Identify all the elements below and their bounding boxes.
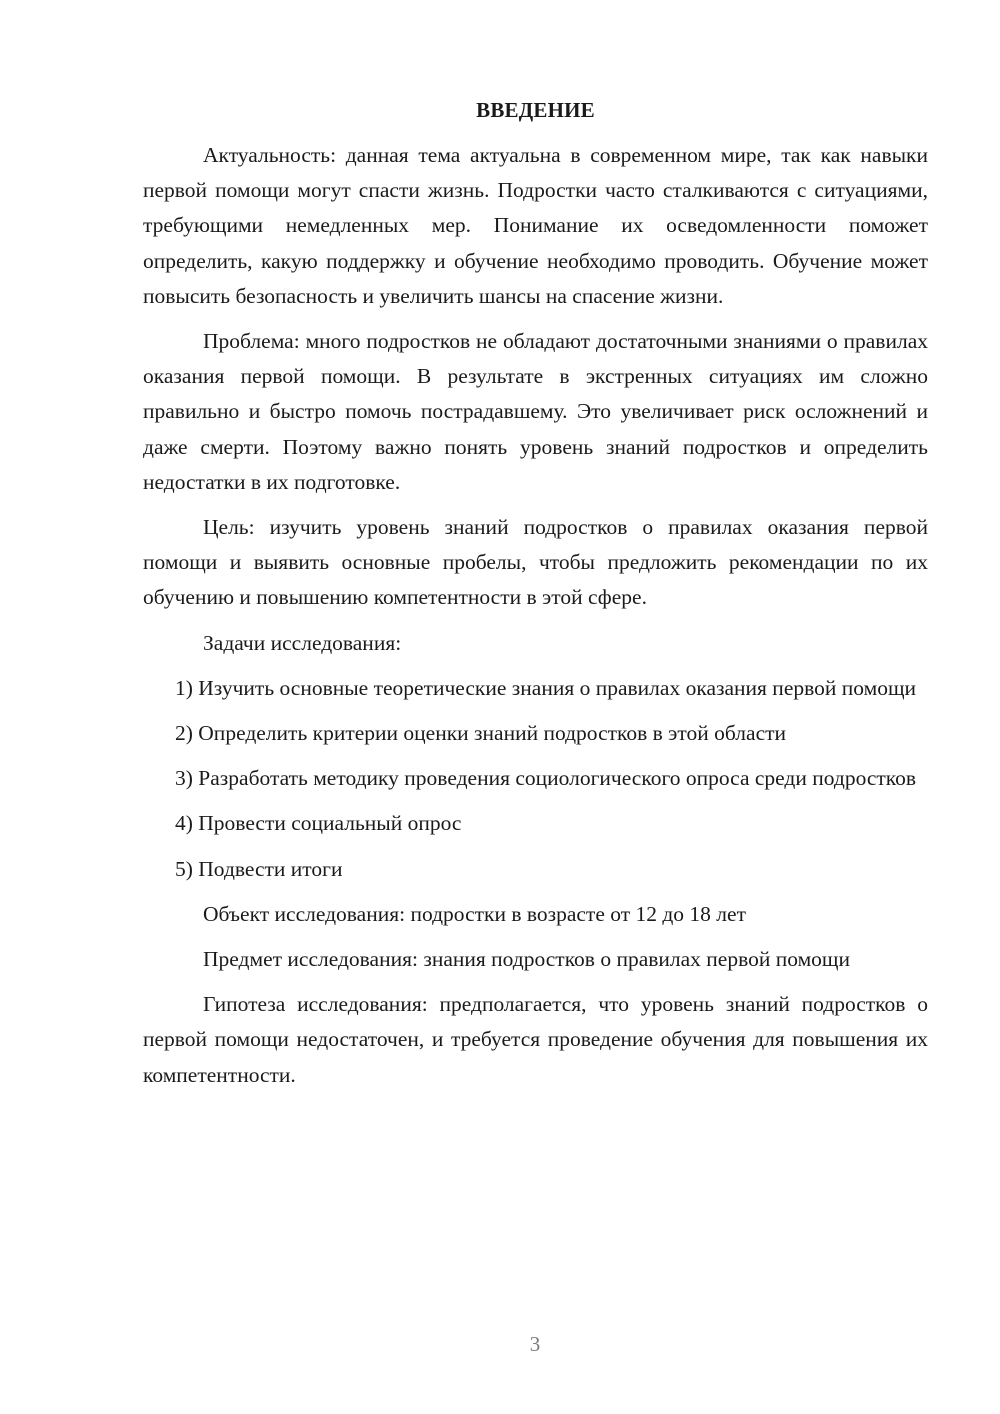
task-item-1: 1) Изучить основные теоретические знания о правилах оказания первой помощи	[175, 675, 917, 700]
tasks-title: Задачи исследования:	[203, 630, 402, 655]
paragraph-object: Объект исследования: подростки в возрасте от 12 до 18 лет	[203, 901, 746, 926]
paragraph-hypothesis: Гипотеза исследования: предполагается, что уровень знаний подростков о первой помощи недостаточен, и требуется проведение обучения для повышения их компетентности.	[143, 992, 928, 1087]
paragraph-subject: Предмет исследования: знания подростков о правилах первой помощи	[203, 947, 850, 972]
task-item-5: 5) Подвести итоги	[175, 856, 343, 881]
task-item-2: 2) Определить критерии оценки знаний подростков в этой области	[175, 721, 787, 746]
paragraph-relevance: Актуальность: данная тема актуальна в современном мире, так как навыки первой помощи могут спасти жизнь. Подростки часто сталкиваются с ситуациями, требующими немедленных мер. Понимание их осведомленности поможет определить, какую поддержку и обучение необходимо проводить. Обучение может повысить безопасность и увеличить шансы на спасение жизни.	[143, 143, 928, 308]
paragraph-goal: Цель: изучить уровень знаний подростков о правилах оказания первой помощи и выявить основные пробелы, чтобы предложить рекомендации по их обучению и повышению компетентности в этой сфере.	[143, 515, 928, 610]
task-item-4: 4) Провести социальный опрос	[175, 811, 462, 836]
document-page	[143, 92, 928, 1093]
task-item-3: 3) Разработать методику проведения социологического опроса среди подростков	[175, 766, 917, 791]
paragraph-problem: Проблема: много подростков не обладают достаточными знаниями о правилах оказания первой помощи. В результате в экстренных ситуациях им сложно правильно и быстро помочь пострадавшему. Это увеличивает риск осложнений и даже смерти. Поэтому важно понять уровень знаний подростков и определить недостатки в их подготовке.	[143, 329, 928, 494]
page-title: ВВЕДЕНИЕ	[476, 98, 595, 122]
page-number: 3	[529, 1332, 541, 1356]
